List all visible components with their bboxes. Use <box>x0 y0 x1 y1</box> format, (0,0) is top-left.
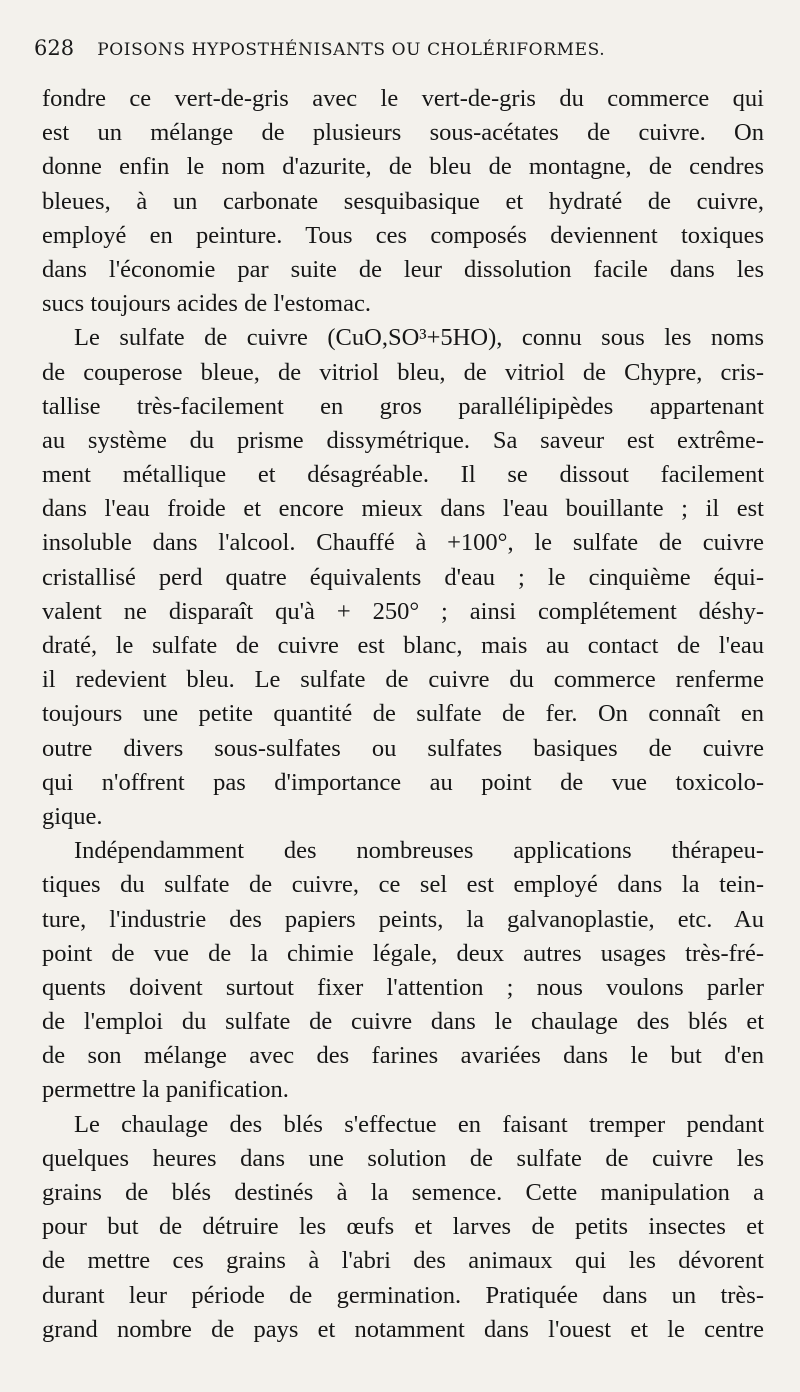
paragraph-start-line: Le chaulage des blés s'effectue en faisant tremper pendant <box>74 1110 764 1138</box>
text-line: ture, l'industrie des papiers peints, la galvanoplastie, etc. Au <box>42 905 764 933</box>
text-line: cristallisé perd quatre équivalents d'eau ; le cinquième équi- <box>42 563 764 591</box>
text-line: qui n'offrent pas d'importance au point de vue toxicolo- <box>42 768 764 796</box>
text-line: toujours une petite quantité de sulfate de fer. On connaît en <box>42 700 764 728</box>
text-line: ment métallique et désagréable. Il se dissout facilement <box>42 461 764 489</box>
text-line: est un mélange de plusieurs sous-acétates de cuivre. On <box>42 119 764 147</box>
text-line: sucs toujours acides de l'estomac. <box>42 290 371 318</box>
page-number: 628 <box>34 36 75 60</box>
text-line: de l'emploi du sulfate de cuivre dans le chaulage des blés et <box>42 1008 764 1036</box>
text-line: tallise très-facilement en gros parallélipipèdes appartenant <box>42 392 764 420</box>
page-header <box>34 36 774 60</box>
text-line: insoluble dans l'alcool. Chauffé à +100°, le sulfate de cuivre <box>42 529 764 557</box>
text-line: employé en peinture. Tous ces composés deviennent toxiques <box>42 221 764 249</box>
text-line: durant leur période de germination. Pratiquée dans un très- <box>42 1281 764 1309</box>
text-line: il redevient bleu. Le sulfate de cuivre du commerce renferme <box>42 666 764 694</box>
running-title: POISONS HYPOSTHÉNISANTS OU CHOLÉRIFORMES. <box>97 40 606 60</box>
text-line: grains de blés destinés à la semence. Cette manipulation a <box>42 1179 764 1206</box>
text-line: tiques du sulfate de cuivre, ce sel est employé dans la tein- <box>42 871 764 899</box>
text-line: quelques heures dans une solution de sulfate de cuivre les <box>42 1144 764 1172</box>
text-line: de mettre ces grains à l'abri des animaux qui les dévorent <box>42 1247 764 1275</box>
text-line: fondre ce vert-de-gris avec le vert-de-gris du commerce qui <box>42 85 764 112</box>
text-line: bleues, à un carbonate sesquibasique et hydraté de cuivre, <box>42 187 764 215</box>
text-line: donne enfin le nom d'azurite, de bleu de montagne, de cendres <box>42 153 764 181</box>
paragraph-start-line: Indépendamment des nombreuses applications thérapeu- <box>74 837 764 865</box>
text-line: point de vue de la chimie légale, deux autres usages très-fré- <box>42 939 764 967</box>
text-line: de couperose bleue, de vitriol bleu, de vitriol de Chypre, cris- <box>42 358 764 386</box>
text-line: draté, le sulfate de cuivre est blanc, mais au contact de l'eau <box>42 632 764 659</box>
text-line: dans l'économie par suite de leur dissolution facile dans les <box>42 255 764 283</box>
text-line: quents doivent surtout fixer l'attention ; nous voulons parler <box>42 973 764 1001</box>
text-line: au système du prisme dissymétrique. Sa saveur est extrême- <box>42 426 764 454</box>
text-line: permettre la panification. <box>42 1076 289 1104</box>
text-line: gique. <box>42 802 103 830</box>
text-line: de son mélange avec des farines avariées dans le but d'en <box>42 1042 764 1070</box>
text-line: outre divers sous-sulfates ou sulfates basiques de cuivre <box>42 734 764 762</box>
text-line: dans l'eau froide et encore mieux dans l'eau bouillante ; il est <box>42 495 764 523</box>
text-line: pour but de détruire les œufs et larves de petits insectes et <box>42 1213 764 1241</box>
text-line: grand nombre de pays et notamment dans l'ouest et le centre <box>42 1315 764 1343</box>
text-line: valent ne disparaît qu'à + 250° ; ainsi complétement déshy- <box>42 597 764 625</box>
body-text <box>42 82 764 1347</box>
paragraph-start-line: Le sulfate de cuivre (CuO,SO³+5HO), connu sous les noms <box>74 324 764 352</box>
